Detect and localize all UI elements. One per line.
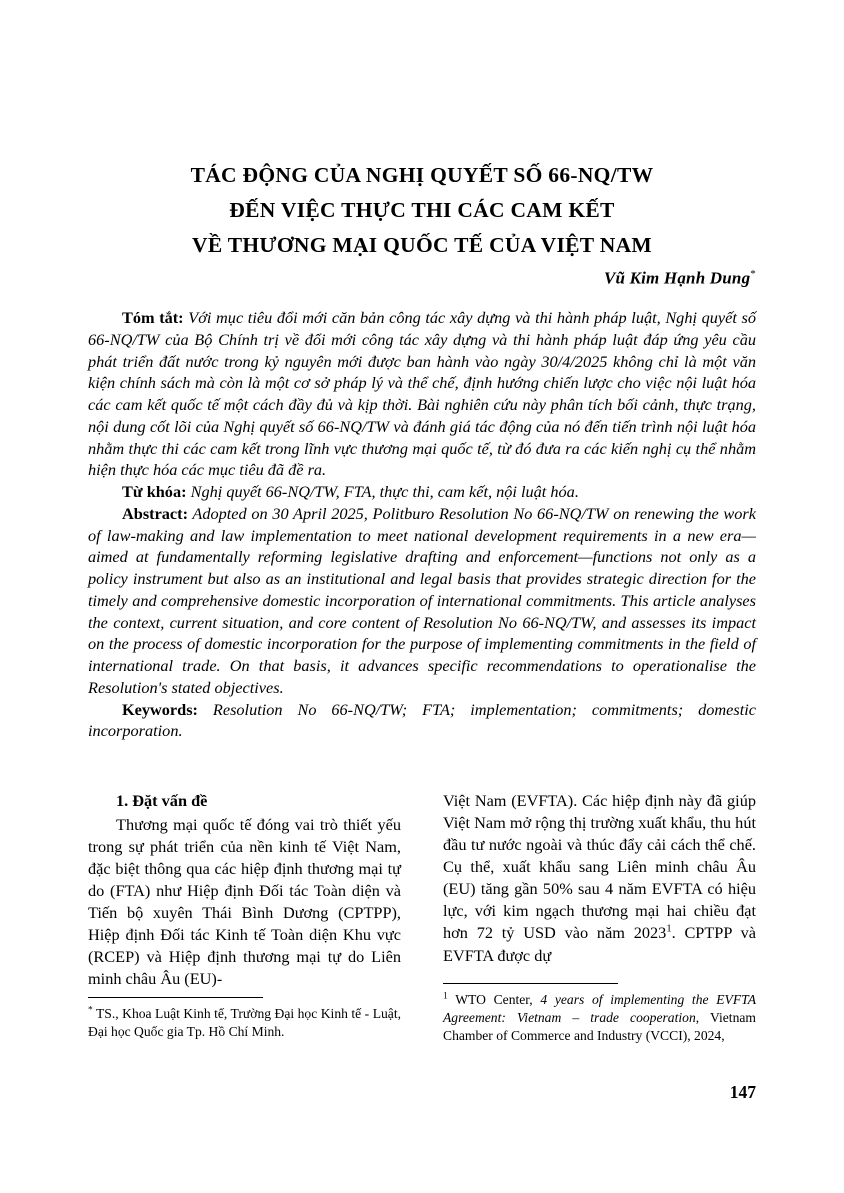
body-paragraph-left: Thương mại quốc tế đóng vai trò thiết yếu trong sự phát triển của nền kinh tế Việt Nam, đặc biệt thông qua các hiệp định thương mại tự do (FTA) như Hiệp định Đối tác Toàn diện và Tiến bộ xuyên Thái Bình Dương (CPTPP), Hiệp định Đối tác Kinh tế Toàn diện Khu vực (RCEP) và Hiệp định thương mại tự do Liên minh châu Âu (EU)- — [88, 814, 401, 989]
abstract-english-text: Adopted on 30 April 2025, Politburo Resolution No 66-NQ/TW on renewing the work of law-making and law implementation to meet national development requirements in a new era—aimed at fundamentally reforming legislative drafting and enforcement—functions not only as a policy instrument but also as an institutional and legal basis that provides strategic direction for the timely and comprehensive domestic incorporation of international commitments. This article analyses the context, current situation, and core content of Resolution No 66-NQ/TW, and assesses its impact on the process of domestic incorporation for the purpose of implementing commitments in the field of international trade. On that basis, it advances specific recommendations to operationalise the Resolution's stated objectives. — [88, 503, 756, 697]
footnote-reference-1: 1 — [666, 924, 672, 936]
keywords-vietnamese-text: Nghị quyết 66-NQ/TW, FTA, thực thi, cam kết, nội luật hóa. — [190, 482, 579, 501]
footnote-author-text: TS., Khoa Luật Kinh tế, Trường Đại học Kinh tế - Luật, Đại học Quốc gia Tp. Hồ Chí Minh. — [88, 1006, 401, 1040]
body-right-text-before-ref: Việt Nam (EVFTA). Các hiệp định này đã giúp Việt Nam mở rộng thị trường xuất khẩu, thu hút đầu tư nước ngoài và thúc đẩy cải cách thể chế. Cụ thể, xuất khẩu sang Liên minh châu Âu (EU) tăng gần 50% sau 4 năm EVFTA có hiệu lực, với kim ngạch thương mại hai chiều đạt hơn 72 tỷ USD vào năm 2023 — [443, 791, 756, 943]
body-column-right — [443, 790, 756, 967]
section-heading-1: 1. Đặt vấn đề — [116, 791, 208, 810]
body-paragraph-right — [443, 790, 756, 967]
keywords-english — [88, 699, 756, 743]
abstract-vietnamese-text: Với mục tiêu đổi mới căn bản công tác xây dựng và thi hành pháp luật, Nghị quyết số 66-NQ/TW của Bộ Chính trị về đổi mới công tác xây dựng và thi hành pháp luật đáp ứng yêu cầu phát triển đất nước trong kỷ nguyên mới được ban hành vào ngày 30/4/2025 không chỉ là một văn kiện chính sách mà còn là một cơ sở pháp lý và thể chế, định hướng chiến lược cho việc nội luật hóa các cam kết quốc tế một cách đầy đủ và kịp thời. Bài nghiên cứu này phân tích bối cảnh, thực trạng, nội dung cốt lõi của Nghị quyết số 66-NQ/TW và đánh giá tác động của nó đến tiến trình nội luật hóa nhằm thực thi các cam kết trong lĩnh vực thương mại quốc tế, từ đó đưa ra các kiến nghị cụ thể nhằm hiện thực hóa các mục tiêu đã đề ra. — [88, 308, 756, 480]
abstract-vietnamese-label: Tóm tắt: — [122, 308, 184, 327]
body-columns — [88, 790, 756, 990]
footnotes-area — [88, 991, 756, 1077]
title-line-1: TÁC ĐỘNG CỦA NGHỊ QUYẾT SỐ 66-NQ/TW — [190, 163, 654, 187]
footnote-reference-part1: WTO Center, — [455, 992, 541, 1007]
footnote-column-left — [88, 997, 401, 1041]
footnote-author-marker: * — [88, 1005, 93, 1016]
footnote-reference-marker: 1 — [443, 991, 448, 1002]
abstract-vietnamese — [88, 307, 756, 481]
keywords-english-label: Keywords: — [122, 699, 198, 719]
footnote-reference-title: 4 years of implementing the EVFTA Agreement: Vietnam – trade cooperation — [443, 992, 756, 1026]
footnote-separator-right — [443, 983, 618, 984]
author-byline — [88, 268, 756, 289]
body-column-left — [88, 790, 401, 990]
page-number: 147 — [729, 1082, 756, 1102]
abstract-english-label: Abstract: — [122, 503, 189, 523]
keywords-english-text: Resolution No 66-NQ/TW; FTA; implementation; commitments; domestic incorporation. — [88, 699, 757, 741]
footnote-reference — [443, 991, 756, 1045]
author-footnote-marker: * — [750, 268, 756, 280]
footnote-reference-part2: , Vietnam Chamber of Commerce and Industry (VCCI), 2024, — [443, 1010, 756, 1044]
abstract-english — [88, 503, 756, 699]
author-name: Vũ Kim Hạnh Dung — [603, 268, 751, 288]
body-right-text-after-ref: . CPTPP và EVFTA được dự — [443, 923, 756, 965]
article-title — [88, 158, 756, 262]
footnote-column-right — [443, 983, 756, 1045]
abstract-section — [88, 307, 756, 742]
keywords-vietnamese — [88, 481, 756, 503]
footnote-author — [88, 1005, 401, 1041]
title-line-2: ĐẾN VIỆC THỰC THI CÁC CAM KẾT — [229, 197, 615, 222]
title-line-3: VỀ THƯƠNG MẠI QUỐC TẾ CỦA VIỆT NAM — [192, 232, 652, 257]
keywords-vietnamese-label: Từ khóa: — [122, 482, 187, 501]
footnote-separator-left — [88, 997, 263, 998]
